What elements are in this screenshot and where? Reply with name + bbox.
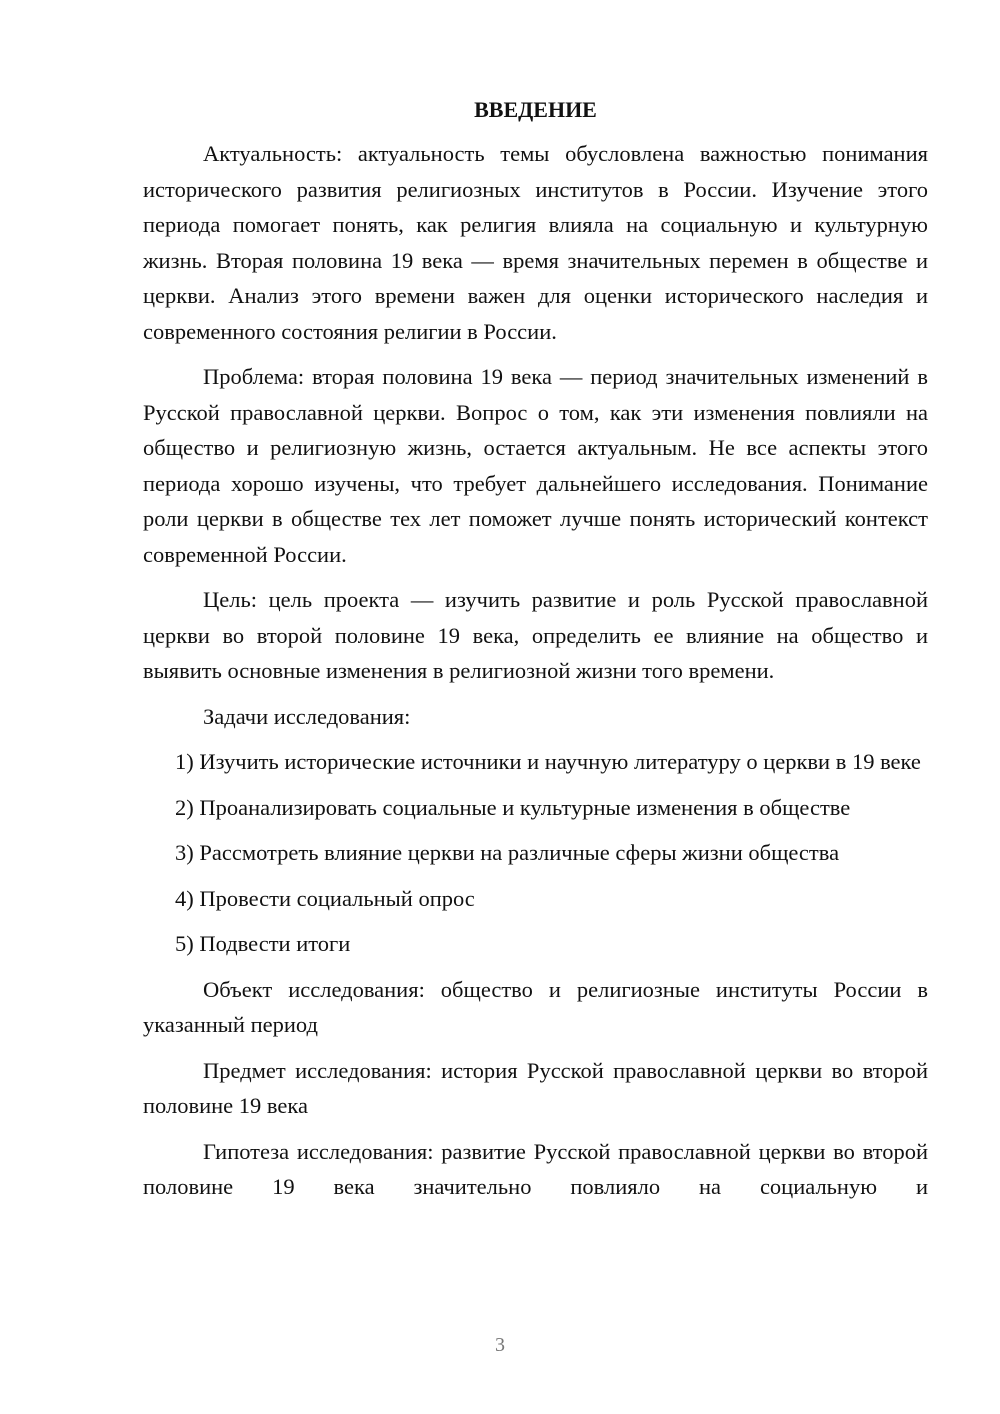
problem-paragraph: Проблема: вторая половина 19 века — период значительных изменений в Русской православной церкви. Вопрос о том, как эти изменения повлияли на общество и религиозную жизнь, остается актуальным. Не все аспекты этого периода хорошо изучены, что требует дальнейшего исследования. Понимание роли церкви в обществе тех лет поможет лучше понять исторический контекст современной России. xyxy=(143,364,928,567)
task-item-2: 2) Проанализировать социальные и культурные изменения в обществе xyxy=(175,794,851,820)
goal-paragraph: Цель: цель проекта — изучить развитие и роль Русской православной церкви во второй половине 19 века, определить ее влияние на общество и выявить основные изменения в религиозной жизни того времени. xyxy=(143,587,928,683)
task-item-4: 4) Провести социальный опрос xyxy=(175,885,475,911)
object-paragraph: Объект исследования: общество и религиозные институты России в указанный период xyxy=(143,976,928,1037)
tasks-heading: Задачи исследования: xyxy=(203,703,411,729)
task-item-5: 5) Подвести итоги xyxy=(175,931,351,956)
page-number: 3 xyxy=(495,1334,505,1356)
subject-paragraph: Предмет исследования: история Русской православной церкви во второй половине 19 века xyxy=(143,1057,928,1118)
task-item-1: 1) Изучить исторические источники и научную литературу о церкви в 19 веке xyxy=(175,749,921,774)
document-page xyxy=(143,95,928,1215)
task-item-3: 3) Рассмотреть влияние церкви на различные сферы жизни общества xyxy=(175,840,840,865)
section-title: ВВЕДЕНИЕ xyxy=(474,97,597,122)
hypothesis-paragraph: Гипотеза исследования: развитие Русской православной церкви во второй половине 19 века значительно повлияло на социальную и xyxy=(143,1138,928,1199)
relevance-paragraph: Актуальность: актуальность темы обусловлена важностью понимания исторического развития религиозных институтов в России. Изучение этого периода помогает понять, как религия влияла на социальную и культурную жизнь. Вторая половина 19 века — время значительных перемен в обществе и церкви. Анализ этого времени важен для оценки исторического наследия и современного состояния религии в России. xyxy=(143,141,928,344)
